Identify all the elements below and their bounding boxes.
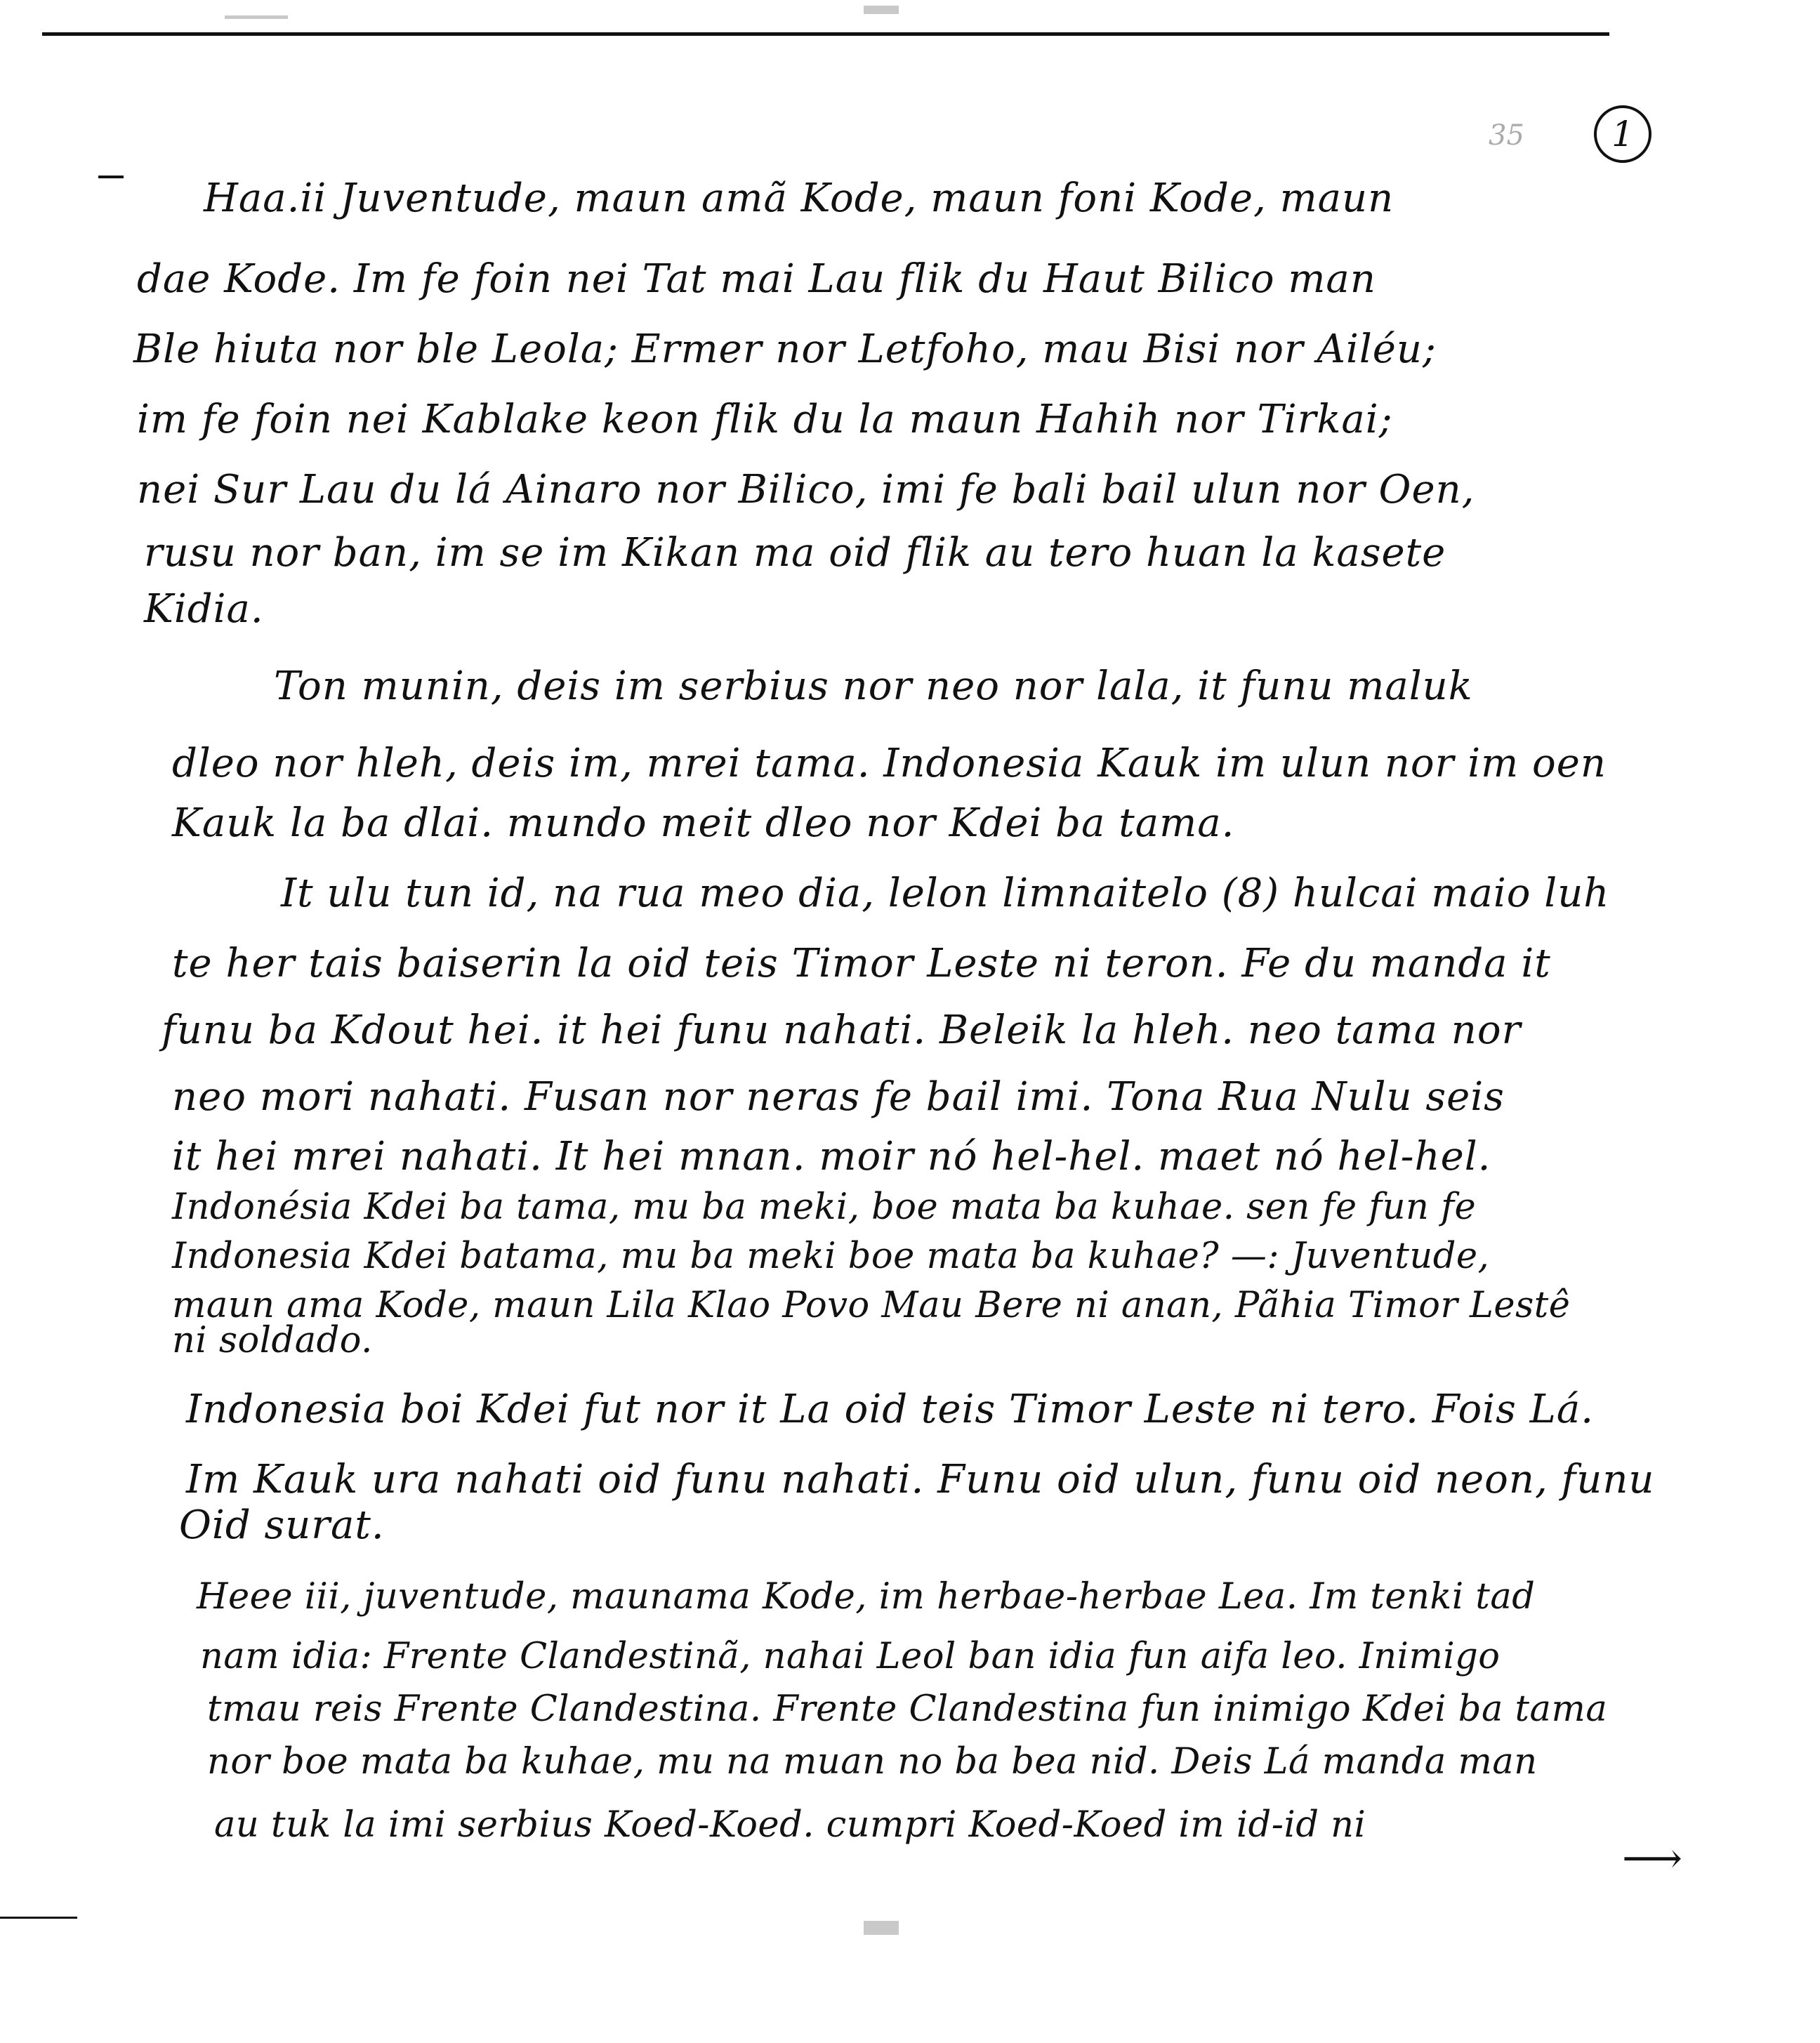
text-line: rusu nor ban, im se im Kikan ma oid flik au tero huan la kasete: [144, 530, 1446, 576]
text-line: dleo nor hleh, deis im, mrei tama. Indonesia Kauk im ulun nor im oen: [172, 741, 1607, 786]
text-line: Haa.ii Juventude, maun amã Kode, maun foni Kode, maun: [204, 176, 1394, 221]
text-line: Ble hiuta nor ble Leola; Ermer nor Letfoho, mau Bisi nor Ailéu;: [133, 326, 1437, 372]
text-line: Indonesia Kdei batama, mu ba meki boe mata ba kuhae? —: Juventude,: [172, 1236, 1490, 1277]
page-number-circle: 1: [1594, 105, 1651, 163]
text-line: Indonésia Kdei ba tama, mu ba meki, boe mata ba kuhae. sen fe fun fe: [172, 1186, 1477, 1228]
text-line: neo mori nahati. Fusan nor neras fe bail imi. Tona Rua Nulu seis: [172, 1074, 1505, 1120]
paragraph-dash: [98, 176, 124, 178]
scan-smudge: [864, 1921, 899, 1935]
text-line: au tuk la imi serbius Koed-Koed. cumpri Koed-Koed im id-id ni: [214, 1804, 1366, 1846]
text-line: Heee iii, juventude, maunama Kode, im herbae-herbae Lea. Im tenki tad: [197, 1576, 1536, 1618]
top-border-line: [42, 32, 1609, 36]
text-line: Oid surat.: [179, 1502, 385, 1548]
text-line: nei Sur Lau du lá Ainaro nor Bilico, imi fe bali bail ulun nor Oen,: [137, 467, 1475, 513]
text-line: Ton munin, deis im serbius nor neo nor lala, it funu maluk: [274, 663, 1473, 709]
text-line: ni soldado.: [172, 1320, 373, 1361]
text-line: Kidia.: [144, 586, 264, 632]
scan-smudge: [225, 15, 288, 19]
text-line: nam idia: Frente Clandestinã, nahai Leol ban idia fun aifa leo. Inimigo: [200, 1636, 1501, 1677]
text-line: tmau reis Frente Clandestina. Frente Clandestina fun inimigo Kdei ba tama: [207, 1688, 1608, 1730]
scan-smudge: [864, 6, 899, 14]
text-line: Im Kauk ura nahati oid funu nahati. Funu oid ulun, funu oid neon, funu: [186, 1457, 1655, 1502]
text-line: Kauk la ba dlai. mundo meit dleo nor Kdei ba tama.: [172, 800, 1235, 846]
bottom-margin-line: [0, 1917, 77, 1919]
text-line: maun ama Kode, maun Lila Klao Povo Mau Bere ni anan, Pãhia Timor Lestê: [172, 1285, 1571, 1326]
text-line: te her tais baiserin la oid teis Timor Leste ni teron. Fe du manda it: [172, 941, 1551, 986]
continue-arrow-icon: ⟶: [1622, 1834, 1683, 1883]
text-line: funu ba Kdout hei. it hei funu nahati. Beleik la hleh. neo tama nor: [161, 1007, 1522, 1053]
text-line: nor boe mata ba kuhae, mu na muan no ba bea nid. Deis Lá manda man: [207, 1741, 1538, 1783]
text-line: im fe foin nei Kablake keon flik du la maun Hahih nor Tirkai;: [137, 397, 1393, 442]
text-line: It ulu tun id, na rua meo dia, lelon limnaitelo (8) hulcai maio luh: [281, 871, 1610, 916]
text-line: Indonesia boi Kdei fut nor it La oid teis Timor Leste ni tero. Fois Lá.: [186, 1387, 1595, 1432]
margin-annotation: 35: [1489, 119, 1524, 152]
text-line: dae Kode. Im fe foin nei Tat mai Lau flik du Haut Bilico man: [137, 256, 1376, 302]
text-line: it hei mrei nahati. It hei mnan. moir nó hel-hel. maet nó hel-hel.: [172, 1134, 1491, 1179]
